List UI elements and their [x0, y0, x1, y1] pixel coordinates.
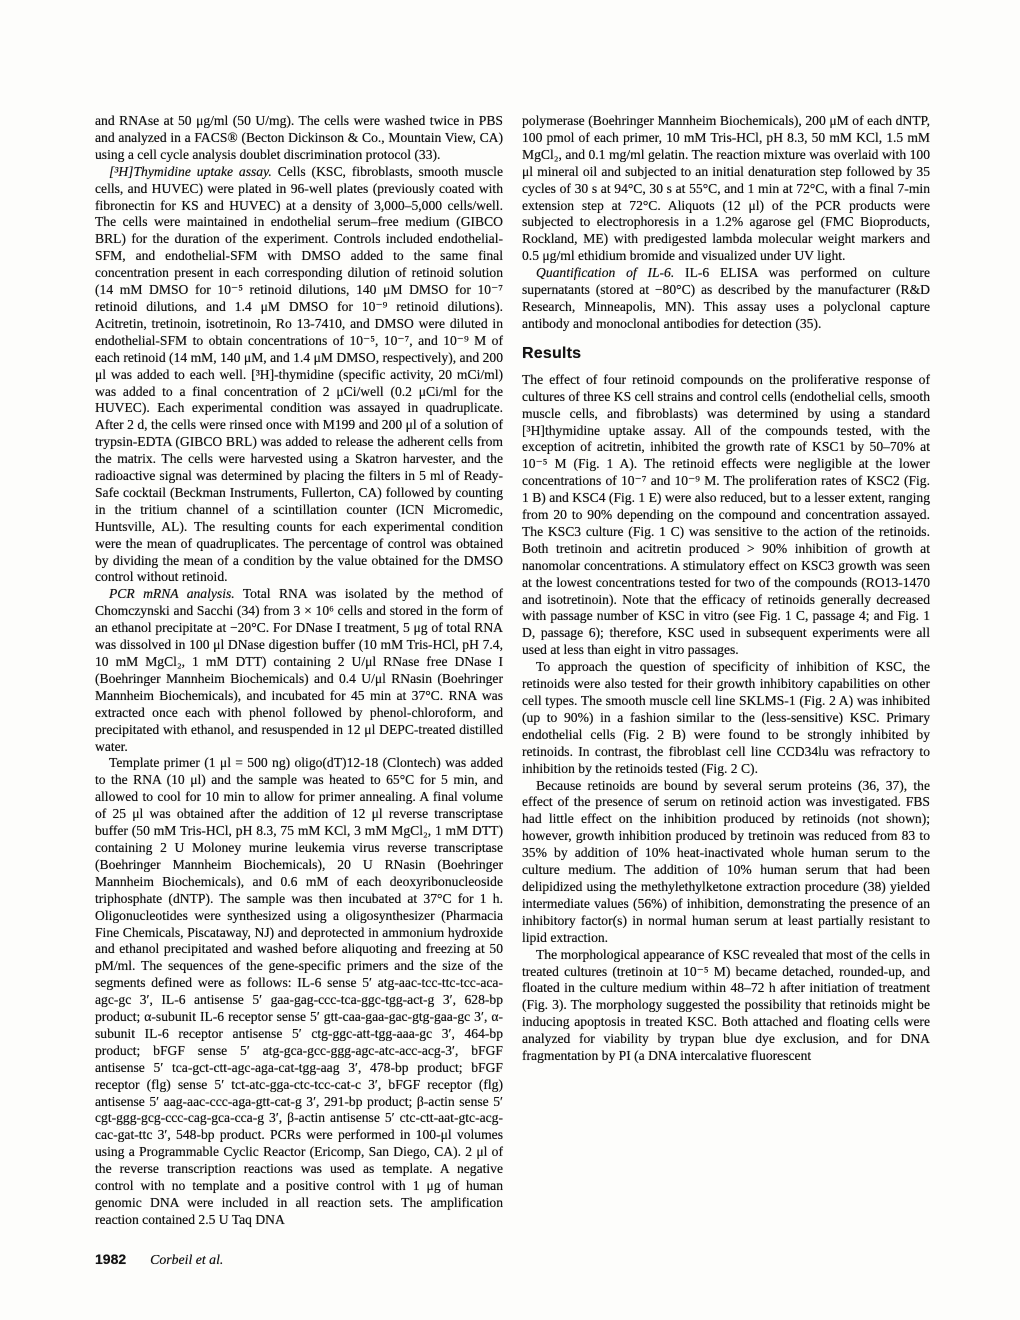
results-morphology-paragraph [522, 947, 930, 1065]
paragraph-text: Total RNA was isolated by the method of Chomczynski and Sacchi (34) from 3 × 10⁶ cells and stored in the form of an ethanol precipitate at −20°C. For DNase I treatment, 5 μg of total RNA was dissolved in 100 μl DNase digestion buffer (10 mM Tris-HCl, pH 7.4, 10 mM MgCl₂, 1 mM DTT) containing 2 U/μl RNase free DNase I (Boehringer Mannheim Biochemicals) and 0.4 U/μl RNasin (Boehringer Mannheim Biochemicals), and incubated for 45 min at 37°C. RNA was extracted once each with phenol followed by phenol-chloroform, and precipitated with ethanol, and resuspended in 12 μl DEPC-treated distilled water. [95, 586, 503, 754]
template-primer-paragraph [95, 755, 503, 1228]
paragraph-text: and RNAse at 50 μg/ml (50 U/mg). The cells were washed twice in PBS and analyzed in a FACS® (Becton Dickinson & Co., Mountain View, CA) using a cell cycle analysis doublet discrimination protocol (33). [95, 113, 503, 162]
paragraph-text: polymerase (Boehringer Mannheim Biochemicals), 200 μM of each dNTP, 100 pmol of each primer, 10 mM Tris-HCl, pH 8.3, 50 mM KCl, 1.5 mM MgCl₂, and 0.1 mg/ml gelatin. The reaction mixture was overlaid with 100 μl mineral oil and subjected to an initial denaturation step followed by 35 cycles of 30 s at 94°C, 30 s at 55°C, and 1 min at 72°C, with a final 7-min extension step at 72°C. Aliquots (12 μl) of the PCR products were subjected to electrophoresis in a 1.2% agarose gel (FMC Bioproducts, Rockland, ME) with predigested lambda molecular weight markers and 0.5 μg/ml ethidium bromide and visualized under UV light. [522, 113, 930, 264]
paragraph-text: Because retinoids are bound by several serum proteins (36, 37), the effect of the presence of serum on retinoid action was investigated. FBS had little effect on the inhibition produced by retinoids (not shown); however, growth inhibition produced by tretinoin was reduced from 83 to 35% by addition of 10% heat-inactivated whole human serum to the culture medium. The addition of 10% human serum that had been delipidized using the methylethylketone extraction procedure (38) yielded intermediate values (56%) of inhibition, demonstrating the presence of an inhibitory factor(s) in normal human serum at least partially resistant to lipid extraction. [522, 777, 930, 945]
pcr-polymerase-paragraph [522, 113, 930, 265]
right-column [522, 113, 930, 1065]
results-specificity-paragraph [522, 659, 930, 777]
results-section-heading: Results [522, 344, 582, 362]
il6-quantification-paragraph [522, 265, 930, 333]
paragraph-text: Cells (KSC, fibroblasts, smooth muscle cells, and HUVEC) were plated in 96-well plates (previously coated with fibronectin for KS and HUVEC) at a density of 3,000–5,000 cells/well. The cells were maintained in endothelial serum–free medium (GIBCO BRL) for the duration of the experiment. Controls included endothelial-SFM, and endothelial-SFM with DMSO added to the same final concentration present in each corresponding dilution of retinoid solution (14 mM DMSO for 10⁻⁵ retinoid dilutions, 140 μM DMSO for 10⁻⁷ retinoid dilutions, and 1.4 μM DMSO for 10⁻⁹ retinoid dilutions). Acitretin, tretinoin, isotretinoin, Ro 13-7410, and DMSO were diluted in endothelial-SFM to obtain concentrations of 10⁻⁵, 10⁻⁷, and 10⁻⁹ M of each retinoid (14 mM, 140 μM, and 1.4 μM DMSO, respectively), and 200 μl was added to each well. [³H]-thymidine (specific activity, 20 mCi/ml) was added to a final concentration of 2 μCi/well (0.2 μCi/ml for the HUVEC). Each experimental condition was assayed in quadruplicate. After 2 d, the cells were rinsed once with M199 and 200 μl of a solution of trypsin-EDTA (GIBCO BRL) was added to release the adherent cells from the matrix. The cells were harvested using a Skatron harvester, and the radioactive signal was determined by placing the filters in 5 ml of Ready-Safe cocktail (Beckman Instruments, Fullerton, CA) followed by counting in the tritium channel of a scintillation counter (ICN Micromedic, Huntsville, AL). The resulting counts for each experimental condition were the mean of quadruplicates. The percentage of control was obtained by dividing the mean of a condition by the value obtained for the DMSO control without retinoid. [95, 163, 503, 585]
paragraph-lead: PCR mRNA analysis. [109, 586, 235, 602]
paragraph-lead: Quantification of IL-6. [536, 265, 675, 281]
paragraph-text: Template primer (1 μl = 500 ng) oligo(dT)12-18 (Clontech) was added to the RNA (10 μl) and the sample was heated to 65°C for 5 min, and allowed to cool for 10 min to allow for primer annealing. A final volume of 25 μl was obtained after the addition of 12 μl reverse transcriptase buffer (50 mM Tris-HCl, pH 8.3, 75 mM KCl, 3 mM MgCl₂, 1 mM DTT) containing 2 U Moloney murine leukemia virus reverse transcriptase (Boehringer Mannheim Biochemicals), 20 U RNasin (Boehringer Mannheim Biochemicals), and 0.6 mM of each deoxyribonucleoside triphosphate (dNTP). The sample was then incubated at 37°C for 1 h. Oligonucleotides were synthesized using a oligosynthesizer (Pharmacia Fine Chemicals, Piscataway, NJ) and deprotected in ammonium hydroxide and ethanol precipitated and washed before aliquoting and freezing at 50 pM/ml. The sequences of the gene-specific primers and the size of the segments defined were as follows: IL-6 sense 5′ atg-aac-tcc-ttc-tcc-aca-agc-gc 3′, IL-6 antisense 5′ gaa-gag-ccc-tca-ggc-tgg-act-g 3′, 628-bp product; α-subunit IL-6 receptor sense 5′ gtt-caa-gaa-gac-gtg-gaa-gc 3′, α-subunit IL-6 receptor antisense 5′ ctg-ggc-att-tgg-aaa-gc 3′, 464-bp product; bFGF sense 5′ atg-gca-gcc-ggg-agc-atc-acc-acg-3′, bFGF antisense 5′ tca-gct-ctt-agc-aga-cat-tgg-aag 3′, 478-bp product; bFGF receptor (flg) sense 5′ tct-atc-gga-ctc-tcc-cat-c 3′, bFGF receptor (flg) antisense 5′ aag-aac-ccc-aga-gtt-cat-g 3′, 291-bp product; β-actin sense 5′ cgt-ggg-gcg-ccc-cag-gca-cca-g 3′, β-actin antisense 5′ ctc-ctt-aat-gtc-acg-cac-gat-ttc 3′, 548-bp product. PCRs were performed in 100-μl volumes using a Programmable Cyclic Reactor (Ericomp, San Diego, CA). 2 μl of the reverse transcription reactions was used as template. A negative control with no template and a positive control with 1 μg of human genomic DNA were included in all reaction sets. The amplification reaction contained 2.5 U Taq DNA [95, 755, 503, 1227]
running-authors: Corbeil et al. [150, 1252, 224, 1267]
paragraph-text: The morphological appearance of KSC revealed that most of the cells in treated cultures (tretinoin at 10⁻⁵ M) became detached, rounded-up, and floated in the culture medium within 48–72 h after initiation of treatment (Fig. 3). The morphology suggested the possibility that retinoids might be inducing apoptosis in treated KSC. Both attached and floating cells were analyzed for viability by trypan blue dye exclusion, and for DNA fragmentation by PI (a DNA intercalative fluorescent [522, 946, 930, 1064]
results-serum-effect-paragraph [522, 778, 930, 947]
thymidine-uptake-assay-paragraph [95, 164, 503, 587]
results-retinoid-effect-paragraph [522, 372, 930, 659]
facs-analysis-paragraph [95, 113, 503, 164]
paragraph-text: The effect of four retinoid compounds on the proliferative response of cultures of three KS cell strains and control cells (endothelial cells, smooth muscle cells, and fibroblasts) was determined by using a standard [³H]thymidine uptake assay. All of the compounds tested, with the exception of acitretin, inhibited the growth rate of KSC1 by 50–70% at 10⁻⁵ M (Fig. 1 A). The retinoid effects were negligible at the lower concentrations of 10⁻⁷ and 10⁻⁹ M. The proliferation rates of KSC2 (Fig. 1 B) and KSC4 (Fig. 1 E) were also reduced, but to a lesser extent, ranging from 20 to 90% depending on the compound and concentration assayed. The KSC3 culture (Fig. 1 C) was sensitive to the action of the retinoids. Both tretinoin and acitretin produced > 90% inhibition of growth at nanomolar concentrations. A stimulatory effect on KSC3 growth was seen at the lowest concentrations tested for two of the compounds (RO13-1470 and isotretinoin). Note that the efficacy of retinoids generally decreased with passage number of KSC in vitro (see Fig. 1 C, passage 4; and Fig. 1 D, passage 6); therefore, KSC used in subsequent experiments were all used at less than eight in vitro passages. [522, 371, 930, 658]
paragraph-lead: [³H]Thymidine uptake assay. [109, 163, 272, 179]
page-footer [95, 1251, 223, 1268]
pcr-mrna-analysis-paragraph [95, 586, 503, 755]
paragraph-text: To approach the question of specificity of inhibition of KSC, the retinoids were also tested for their growth inhibitory capabilities on other cell types. The smooth muscle cell line SKLMS-1 (Fig. 2 A) was inhibited (up to 90%) in a fashion similar to the (less-sensitive) KSC. Primary endothelial cells (Fig. 2 B) were found to be strongly inhibited by retinoids. In contrast, the fibroblast cell line CCD34lu was refractory to inhibition by the retinoids tested (Fig. 2 C). [522, 659, 930, 776]
page-number: 1982 [95, 1251, 127, 1267]
left-column [95, 113, 503, 1229]
paragraph-text: IL-6 ELISA was performed on culture supernatants (stored at −80°C) as described by the manufacturer (R&D Research, Minneapolis, MN). This assay uses a polyclonal capture antibody and monoclonal antibodies for detection (35). [522, 265, 930, 331]
